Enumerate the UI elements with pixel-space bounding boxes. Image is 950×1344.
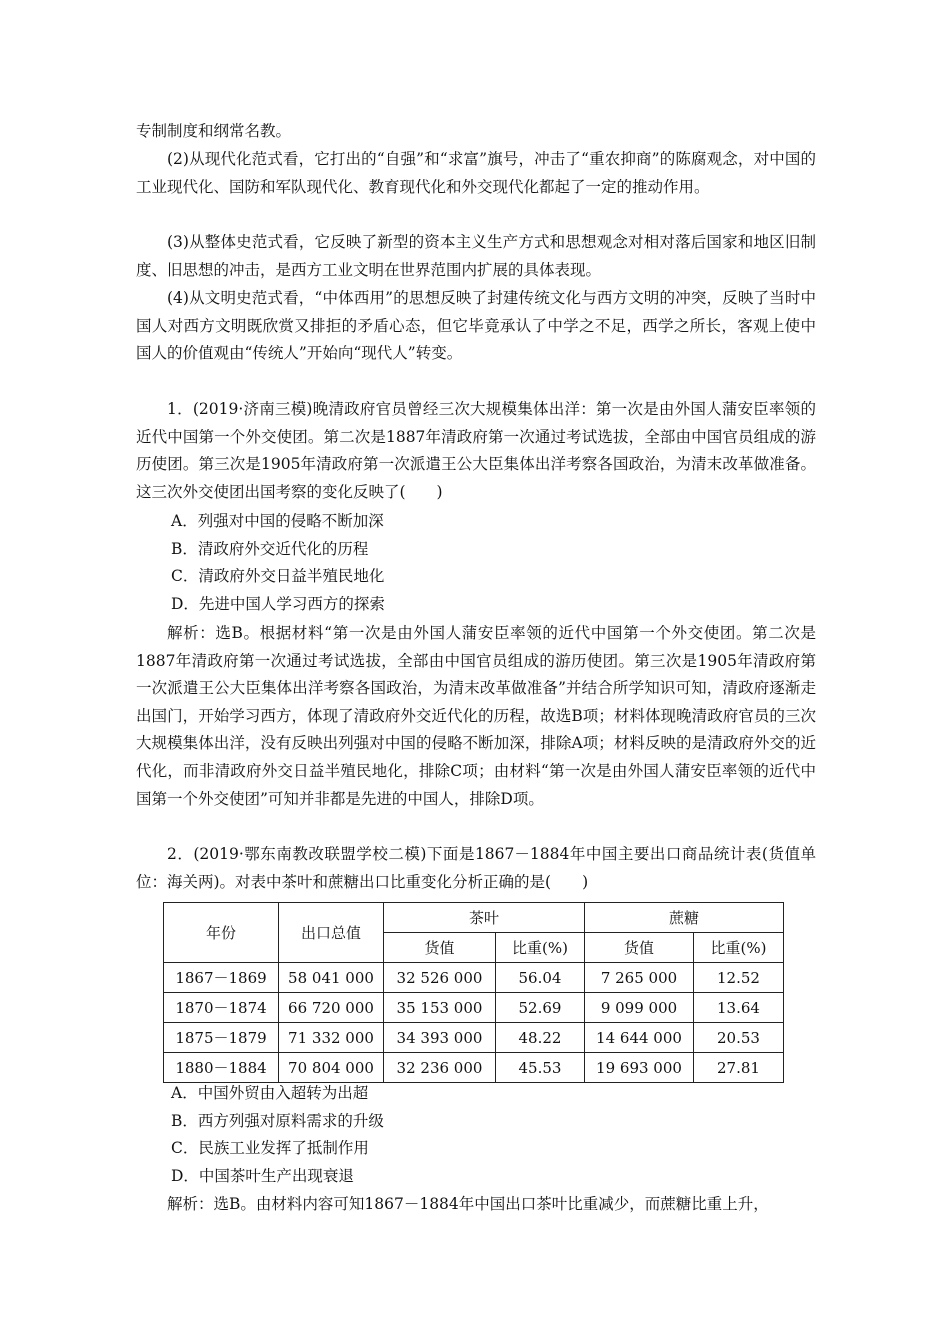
header-sugar-value: 货值 xyxy=(585,933,694,963)
intro-para-2: (2)从现代化范式看，它打出的“自强”和“求富”旗号，冲击了“重农抑商”的陈腐观念，对中国的工业现代化、国防和军队现代化、教育现代化和外交现代化都起了一定的推动作用。 xyxy=(136,150,816,196)
cell-tea-value: 35 153 000 xyxy=(384,993,496,1023)
q1-option-c: C．清政府外交日益半殖民地化 xyxy=(171,567,385,585)
cell-sugar-value: 9 099 000 xyxy=(585,993,694,1023)
cell-sugar-ratio: 13.64 xyxy=(694,993,784,1023)
q1-analysis: 解析：选B。根据材料“第一次是由外国人蒲安臣率领的近代中国第一个外交使团。第二次是1887年清政府第一次通过考试选拔，全部由中国官员组成的游历使团。第三次是1905年清政府第一次派遣王公大臣集体出洋考察各国政治，为清末改革做准备”并结合所学知识可知，清政府逐渐走出国门，开始学习西方，体现了清政府外交近代化的历程，故选B项；材料体现晚清政府官员的三次大规模集体出洋，没有反映出列强对中国的侵略不断加深，排除A项；材料反映的是清政府外交的近代化，而非清政府外交日益半殖民地化，排除C项；由材料“第一次是由外国人蒲安臣率领的近代中国第一个外交使团”可知并非都是先进的中国人，排除D项。 xyxy=(136,624,816,808)
cell-sugar-ratio: 20.53 xyxy=(694,1023,784,1053)
cell-total: 71 332 000 xyxy=(279,1023,384,1053)
q2-option-d: D．中国茶叶生产出现衰退 xyxy=(171,1167,354,1185)
header-tea-ratio: 比重(%) xyxy=(496,933,585,963)
cell-sugar-ratio: 12.52 xyxy=(694,963,784,993)
intro-para-4: (4)从文明史范式看，“中体西用”的思想反映了封建传统文化与西方文明的冲突，反映了当时中国人对西方文明既欣赏又排拒的矛盾心态，但它毕竟承认了中学之不足，西学之所长，客观上使中国人的价值观由“传统人”开始向“现代人”转变。 xyxy=(136,289,816,363)
cell-sugar-value: 14 644 000 xyxy=(585,1023,694,1053)
cell-tea-value: 32 526 000 xyxy=(384,963,496,993)
q2-option-b: B．西方列强对原料需求的升级 xyxy=(171,1112,384,1130)
q2-analysis: 解析：选B。由材料内容可知1867－1884年中国出口茶叶比重减少，而蔗糖比重上升， xyxy=(167,1195,769,1213)
q1-option-d: D．先进中国人学习西方的探索 xyxy=(171,595,385,613)
export-statistics-table xyxy=(163,902,784,1083)
cell-sugar-ratio: 27.81 xyxy=(694,1053,784,1083)
cell-total: 58 041 000 xyxy=(279,963,384,993)
cell-tea-value: 32 236 000 xyxy=(384,1053,496,1083)
cell-total: 66 720 000 xyxy=(279,993,384,1023)
header-tea: 茶叶 xyxy=(384,903,585,933)
cell-tea-ratio: 48.22 xyxy=(496,1023,585,1053)
q1-stem: 1．(2019·济南三模)晚清政府官员曾经三次大规模集体出洋：第一次是由外国人蒲安臣率领的近代中国第一个外交使团。第二次是1887年清政府第一次通过考试选拔，全部由中国官员组成的游历使团。第三次是1905年清政府第一次派遣王公大臣集体出洋考察各国政治，为清末改革做准备。这三次外交使团出国考察的变化反映了( ) xyxy=(136,400,816,501)
table-row xyxy=(164,963,784,993)
cell-tea-value: 34 393 000 xyxy=(384,1023,496,1053)
q2-option-a: A．中国外贸由入超转为出超 xyxy=(171,1084,369,1102)
cell-tea-ratio: 45.53 xyxy=(496,1053,585,1083)
q1-option-b: B．清政府外交近代化的历程 xyxy=(171,540,369,558)
q2-option-c: C．民族工业发挥了抵制作用 xyxy=(171,1139,369,1157)
cell-year: 1870－1874 xyxy=(164,993,279,1023)
cell-sugar-value: 19 693 000 xyxy=(585,1053,694,1083)
q1-option-a: A．列强对中国的侵略不断加深 xyxy=(171,512,384,530)
cell-tea-ratio: 52.69 xyxy=(496,993,585,1023)
header-sugar: 蔗糖 xyxy=(585,903,784,933)
header-total: 出口总值 xyxy=(279,903,384,963)
cell-year: 1867－1869 xyxy=(164,963,279,993)
intro-para-3: (3)从整体史范式看，它反映了新型的资本主义生产方式和思想观念对相对落后国家和地区旧制度、旧思想的冲击，是西方工业文明在世界范围内扩展的具体表现。 xyxy=(136,233,816,279)
cell-tea-ratio: 56.04 xyxy=(496,963,585,993)
header-year: 年份 xyxy=(164,903,279,963)
table-row xyxy=(164,1053,784,1083)
cell-year: 1875－1879 xyxy=(164,1023,279,1053)
table-row xyxy=(164,1023,784,1053)
table-row xyxy=(164,993,784,1023)
header-tea-value: 货值 xyxy=(384,933,496,963)
cell-total: 70 804 000 xyxy=(279,1053,384,1083)
q2-stem: 2．(2019·鄂东南教改联盟学校二模)下面是1867－1884年中国主要出口商品统计表(货值单位：海关两)。对表中茶叶和蔗糖出口比重变化分析正确的是( ) xyxy=(136,845,816,891)
intro-line: 专制制度和纲常名教。 xyxy=(136,122,292,140)
table-header-row xyxy=(164,903,784,933)
header-sugar-ratio: 比重(%) xyxy=(694,933,784,963)
cell-sugar-value: 7 265 000 xyxy=(585,963,694,993)
cell-year: 1880－1884 xyxy=(164,1053,279,1083)
